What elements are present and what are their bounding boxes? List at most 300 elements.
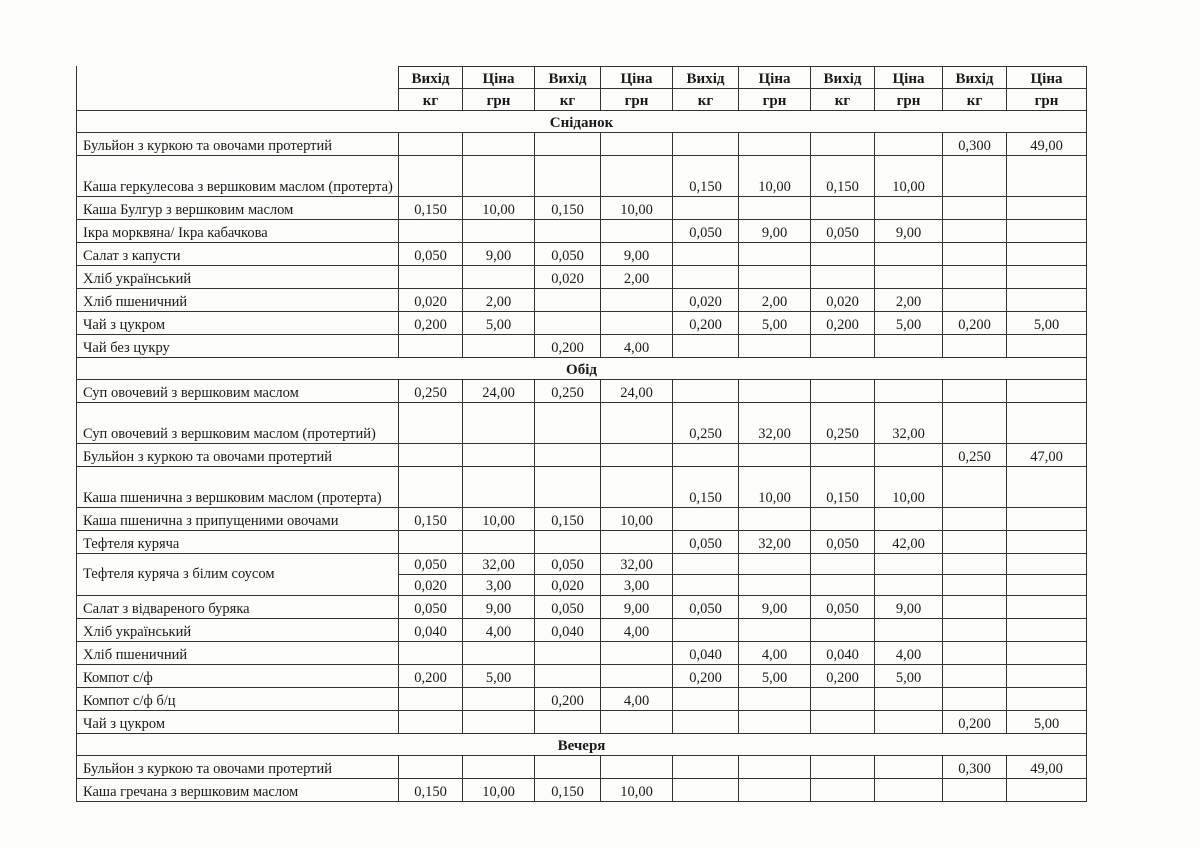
table-row <box>77 266 1087 289</box>
value-cell <box>811 133 875 156</box>
value-cell <box>673 554 739 575</box>
table-row <box>77 467 1087 508</box>
value-cell <box>739 508 811 531</box>
value-cell <box>601 289 673 312</box>
value-cell <box>1007 642 1087 665</box>
value-cell: 4,00 <box>601 335 673 358</box>
value-cell <box>875 756 943 779</box>
value-cell <box>463 688 535 711</box>
dish-name: Суп овочевий з вершковим маслом <box>77 380 399 403</box>
value-cell <box>811 554 875 575</box>
value-cell <box>875 508 943 531</box>
value-cell: 10,00 <box>739 467 811 508</box>
value-cell <box>811 619 875 642</box>
dish-name: Салат з відвареного буряка <box>77 596 399 619</box>
table-row <box>77 665 1087 688</box>
table-row <box>77 220 1087 243</box>
value-cell <box>535 467 601 508</box>
value-cell <box>399 266 463 289</box>
section-title: Сніданок <box>77 111 1087 133</box>
header-blank-cell <box>77 67 399 111</box>
value-cell <box>943 642 1007 665</box>
value-cell <box>739 711 811 734</box>
unit-cell: кг <box>943 89 1007 111</box>
dish-name: Компот с/ф <box>77 665 399 688</box>
value-cell <box>943 665 1007 688</box>
value-cell <box>535 133 601 156</box>
value-cell: 0,020 <box>535 266 601 289</box>
value-cell <box>1007 197 1087 220</box>
value-cell <box>739 133 811 156</box>
value-cell <box>399 467 463 508</box>
header-cell: Ціна <box>601 67 673 89</box>
value-cell <box>1007 688 1087 711</box>
value-cell <box>399 220 463 243</box>
value-cell: 5,00 <box>875 312 943 335</box>
section-row-dinner <box>77 734 1087 756</box>
value-cell <box>943 688 1007 711</box>
value-cell <box>399 711 463 734</box>
value-cell <box>943 508 1007 531</box>
value-cell <box>673 619 739 642</box>
value-cell: 0,040 <box>399 619 463 642</box>
value-cell <box>535 531 601 554</box>
value-cell: 9,00 <box>601 243 673 266</box>
value-cell: 4,00 <box>601 688 673 711</box>
table-row <box>77 531 1087 554</box>
value-cell: 0,150 <box>399 197 463 220</box>
header-cell: Ціна <box>463 67 535 89</box>
value-cell: 32,00 <box>739 403 811 444</box>
value-cell: 49,00 <box>1007 756 1087 779</box>
value-cell: 5,00 <box>875 665 943 688</box>
value-cell <box>601 403 673 444</box>
value-cell <box>535 312 601 335</box>
value-cell <box>739 554 811 575</box>
unit-cell: грн <box>601 89 673 111</box>
value-cell: 0,150 <box>811 156 875 197</box>
value-cell <box>399 756 463 779</box>
value-cell <box>399 444 463 467</box>
value-cell: 0,050 <box>535 596 601 619</box>
value-cell <box>811 575 875 596</box>
value-cell <box>811 335 875 358</box>
value-cell <box>535 642 601 665</box>
value-cell <box>601 642 673 665</box>
value-cell: 2,00 <box>739 289 811 312</box>
value-cell: 0,250 <box>673 403 739 444</box>
value-cell <box>875 711 943 734</box>
value-cell: 3,00 <box>463 575 535 596</box>
value-cell <box>875 133 943 156</box>
value-cell <box>463 266 535 289</box>
value-cell <box>943 403 1007 444</box>
header-cell: Вихід <box>673 67 739 89</box>
value-cell <box>875 380 943 403</box>
header-cell: Ціна <box>1007 67 1087 89</box>
value-cell: 0,200 <box>673 312 739 335</box>
section-row-breakfast <box>77 111 1087 133</box>
dish-name: Бульйон з куркою та овочами протертий <box>77 756 399 779</box>
value-cell <box>463 444 535 467</box>
value-cell <box>673 335 739 358</box>
value-cell <box>811 266 875 289</box>
value-cell <box>1007 467 1087 508</box>
unit-cell: кг <box>811 89 875 111</box>
value-cell <box>601 156 673 197</box>
value-cell <box>811 688 875 711</box>
value-cell <box>875 688 943 711</box>
value-cell <box>1007 335 1087 358</box>
value-cell <box>1007 531 1087 554</box>
unit-cell: кг <box>399 89 463 111</box>
value-cell: 10,00 <box>875 156 943 197</box>
value-cell: 0,050 <box>811 531 875 554</box>
table-body <box>77 67 1087 802</box>
value-cell: 0,150 <box>811 467 875 508</box>
value-cell <box>875 779 943 802</box>
table-row <box>77 243 1087 266</box>
value-cell: 4,00 <box>463 619 535 642</box>
value-cell <box>399 133 463 156</box>
value-cell: 0,250 <box>943 444 1007 467</box>
value-cell: 0,020 <box>673 289 739 312</box>
value-cell <box>601 220 673 243</box>
value-cell: 10,00 <box>463 197 535 220</box>
value-cell <box>943 575 1007 596</box>
table-row <box>77 508 1087 531</box>
value-cell: 49,00 <box>1007 133 1087 156</box>
value-cell: 0,040 <box>673 642 739 665</box>
value-cell <box>739 197 811 220</box>
value-cell <box>463 335 535 358</box>
header-cell: Вихід <box>535 67 601 89</box>
value-cell <box>739 688 811 711</box>
dish-name: Тефтеля куряча з білим соусом <box>77 554 399 596</box>
value-cell <box>1007 779 1087 802</box>
value-cell <box>875 335 943 358</box>
table-row <box>77 403 1087 444</box>
value-cell <box>943 197 1007 220</box>
value-cell: 0,020 <box>811 289 875 312</box>
value-cell: 0,040 <box>535 619 601 642</box>
value-cell: 10,00 <box>739 156 811 197</box>
value-cell <box>1007 156 1087 197</box>
section-row-lunch <box>77 358 1087 380</box>
value-cell: 10,00 <box>601 508 673 531</box>
value-cell <box>1007 665 1087 688</box>
value-cell <box>875 266 943 289</box>
header-cell: Ціна <box>739 67 811 89</box>
value-cell <box>399 335 463 358</box>
value-cell <box>601 756 673 779</box>
value-cell: 0,150 <box>535 779 601 802</box>
dish-name: Чай без цукру <box>77 335 399 358</box>
table-row <box>77 335 1087 358</box>
value-cell <box>463 467 535 508</box>
value-cell: 47,00 <box>1007 444 1087 467</box>
value-cell <box>811 711 875 734</box>
value-cell <box>811 444 875 467</box>
unit-cell: грн <box>463 89 535 111</box>
value-cell: 5,00 <box>463 665 535 688</box>
table-row <box>77 444 1087 467</box>
value-cell <box>943 779 1007 802</box>
dish-name: Каша гречана з вершковим маслом <box>77 779 399 802</box>
value-cell <box>535 156 601 197</box>
value-cell: 10,00 <box>463 779 535 802</box>
value-cell <box>1007 289 1087 312</box>
dish-name: Хліб пшеничний <box>77 642 399 665</box>
value-cell <box>739 756 811 779</box>
value-cell: 0,150 <box>535 508 601 531</box>
value-cell <box>1007 619 1087 642</box>
value-cell: 0,050 <box>399 596 463 619</box>
value-cell <box>673 133 739 156</box>
value-cell <box>535 444 601 467</box>
value-cell <box>463 133 535 156</box>
value-cell <box>399 642 463 665</box>
table-row <box>77 642 1087 665</box>
value-cell <box>601 711 673 734</box>
value-cell: 0,200 <box>811 312 875 335</box>
section-title: Обід <box>77 358 1087 380</box>
value-cell: 5,00 <box>1007 312 1087 335</box>
value-cell <box>463 403 535 444</box>
value-cell: 0,300 <box>943 756 1007 779</box>
value-cell: 9,00 <box>739 220 811 243</box>
table-row <box>77 554 1087 575</box>
value-cell <box>535 220 601 243</box>
value-cell <box>463 220 535 243</box>
dish-name: Бульйон з куркою та овочами протертий <box>77 444 399 467</box>
value-cell: 2,00 <box>601 266 673 289</box>
dish-name: Каша пшенична з припущеними овочами <box>77 508 399 531</box>
value-cell <box>943 531 1007 554</box>
value-cell <box>875 444 943 467</box>
table-row <box>77 289 1087 312</box>
value-cell: 0,150 <box>673 156 739 197</box>
table-row <box>77 711 1087 734</box>
value-cell: 0,250 <box>811 403 875 444</box>
dish-name: Бульйон з куркою та овочами протертий <box>77 133 399 156</box>
value-cell: 9,00 <box>601 596 673 619</box>
value-cell <box>673 575 739 596</box>
value-cell: 10,00 <box>601 197 673 220</box>
value-cell <box>463 156 535 197</box>
value-cell <box>601 467 673 508</box>
value-cell <box>739 335 811 358</box>
value-cell <box>943 335 1007 358</box>
value-cell <box>811 779 875 802</box>
value-cell <box>535 665 601 688</box>
value-cell <box>535 289 601 312</box>
unit-cell: кг <box>673 89 739 111</box>
value-cell <box>535 711 601 734</box>
value-cell <box>535 756 601 779</box>
table-row <box>77 756 1087 779</box>
unit-cell: грн <box>1007 89 1087 111</box>
header-cell: Ціна <box>875 67 943 89</box>
dish-name: Суп овочевий з вершковим маслом (протертий) <box>77 403 399 444</box>
value-cell <box>875 575 943 596</box>
value-cell: 0,050 <box>673 220 739 243</box>
value-cell: 9,00 <box>875 220 943 243</box>
value-cell: 5,00 <box>1007 711 1087 734</box>
value-cell: 0,200 <box>943 312 1007 335</box>
value-cell <box>875 197 943 220</box>
value-cell: 5,00 <box>739 312 811 335</box>
table-row <box>77 779 1087 802</box>
value-cell <box>1007 243 1087 266</box>
table-row <box>77 197 1087 220</box>
value-cell <box>875 554 943 575</box>
table-row <box>77 156 1087 197</box>
value-cell: 32,00 <box>739 531 811 554</box>
value-cell: 5,00 <box>739 665 811 688</box>
value-cell: 0,150 <box>399 779 463 802</box>
table-row <box>77 133 1087 156</box>
value-cell: 4,00 <box>739 642 811 665</box>
value-cell: 0,150 <box>399 508 463 531</box>
value-cell: 10,00 <box>463 508 535 531</box>
value-cell <box>739 619 811 642</box>
value-cell <box>399 688 463 711</box>
dish-name: Хліб український <box>77 619 399 642</box>
table-row <box>77 380 1087 403</box>
value-cell <box>463 711 535 734</box>
dish-name: Чай з цукром <box>77 711 399 734</box>
value-cell <box>811 756 875 779</box>
value-cell <box>1007 575 1087 596</box>
value-cell <box>673 444 739 467</box>
dish-name: Тефтеля куряча <box>77 531 399 554</box>
value-cell: 0,020 <box>399 289 463 312</box>
value-cell <box>943 266 1007 289</box>
value-cell <box>943 243 1007 266</box>
table-row <box>77 619 1087 642</box>
header-cell: Вихід <box>943 67 1007 89</box>
value-cell: 9,00 <box>739 596 811 619</box>
value-cell <box>535 403 601 444</box>
value-cell: 0,020 <box>535 575 601 596</box>
unit-cell: грн <box>875 89 943 111</box>
value-cell <box>601 444 673 467</box>
value-cell: 0,050 <box>811 220 875 243</box>
value-cell: 32,00 <box>875 403 943 444</box>
value-cell <box>943 380 1007 403</box>
dish-name: Каша Булгур з вершковим маслом <box>77 197 399 220</box>
value-cell <box>673 779 739 802</box>
value-cell <box>673 711 739 734</box>
value-cell: 32,00 <box>601 554 673 575</box>
value-cell <box>463 756 535 779</box>
value-cell: 0,200 <box>399 312 463 335</box>
value-cell: 0,050 <box>673 531 739 554</box>
value-cell <box>1007 554 1087 575</box>
value-cell <box>1007 380 1087 403</box>
value-cell: 0,200 <box>673 665 739 688</box>
dish-name: Ікра морквяна/ Ікра кабачкова <box>77 220 399 243</box>
dish-name: Хліб український <box>77 266 399 289</box>
value-cell: 0,050 <box>399 554 463 575</box>
value-cell <box>399 156 463 197</box>
value-cell <box>673 380 739 403</box>
value-cell <box>399 531 463 554</box>
value-cell <box>943 596 1007 619</box>
value-cell: 0,250 <box>399 380 463 403</box>
table-row <box>77 688 1087 711</box>
value-cell: 0,050 <box>673 596 739 619</box>
value-cell <box>811 197 875 220</box>
value-cell: 0,300 <box>943 133 1007 156</box>
value-cell <box>673 508 739 531</box>
value-cell: 0,020 <box>399 575 463 596</box>
table-row <box>77 312 1087 335</box>
dish-name: Каша пшенична з вершковим маслом (протерта) <box>77 467 399 508</box>
header-cell: Вихід <box>399 67 463 89</box>
value-cell <box>875 619 943 642</box>
value-cell: 2,00 <box>875 289 943 312</box>
value-cell <box>943 467 1007 508</box>
value-cell <box>943 619 1007 642</box>
dish-name: Каша геркулесова з вершковим маслом (протерта) <box>77 156 399 197</box>
value-cell <box>399 403 463 444</box>
value-cell <box>1007 596 1087 619</box>
value-cell: 0,050 <box>811 596 875 619</box>
value-cell <box>811 380 875 403</box>
header-cell: Вихід <box>811 67 875 89</box>
value-cell: 10,00 <box>875 467 943 508</box>
value-cell: 0,250 <box>535 380 601 403</box>
value-cell: 0,150 <box>535 197 601 220</box>
value-cell <box>673 688 739 711</box>
value-cell: 0,050 <box>399 243 463 266</box>
value-cell <box>943 289 1007 312</box>
value-cell: 0,200 <box>811 665 875 688</box>
dish-name: Хліб пшеничний <box>77 289 399 312</box>
value-cell <box>463 642 535 665</box>
value-cell <box>943 554 1007 575</box>
value-cell <box>943 220 1007 243</box>
value-cell: 0,150 <box>673 467 739 508</box>
value-cell <box>739 779 811 802</box>
value-cell <box>943 156 1007 197</box>
value-cell <box>601 133 673 156</box>
value-cell <box>739 380 811 403</box>
value-cell: 32,00 <box>463 554 535 575</box>
menu-price-table <box>76 66 1087 802</box>
value-cell: 0,200 <box>535 335 601 358</box>
dish-name: Чай з цукром <box>77 312 399 335</box>
dish-name: Салат з капусти <box>77 243 399 266</box>
value-cell: 4,00 <box>601 619 673 642</box>
value-cell: 9,00 <box>875 596 943 619</box>
value-cell: 0,040 <box>811 642 875 665</box>
value-cell: 0,050 <box>535 554 601 575</box>
value-cell: 3,00 <box>601 575 673 596</box>
value-cell <box>601 665 673 688</box>
value-cell: 5,00 <box>463 312 535 335</box>
value-cell <box>1007 403 1087 444</box>
value-cell: 24,00 <box>601 380 673 403</box>
value-cell <box>875 243 943 266</box>
unit-cell: грн <box>739 89 811 111</box>
value-cell <box>1007 220 1087 243</box>
value-cell <box>673 756 739 779</box>
value-cell <box>1007 266 1087 289</box>
value-cell: 2,00 <box>463 289 535 312</box>
